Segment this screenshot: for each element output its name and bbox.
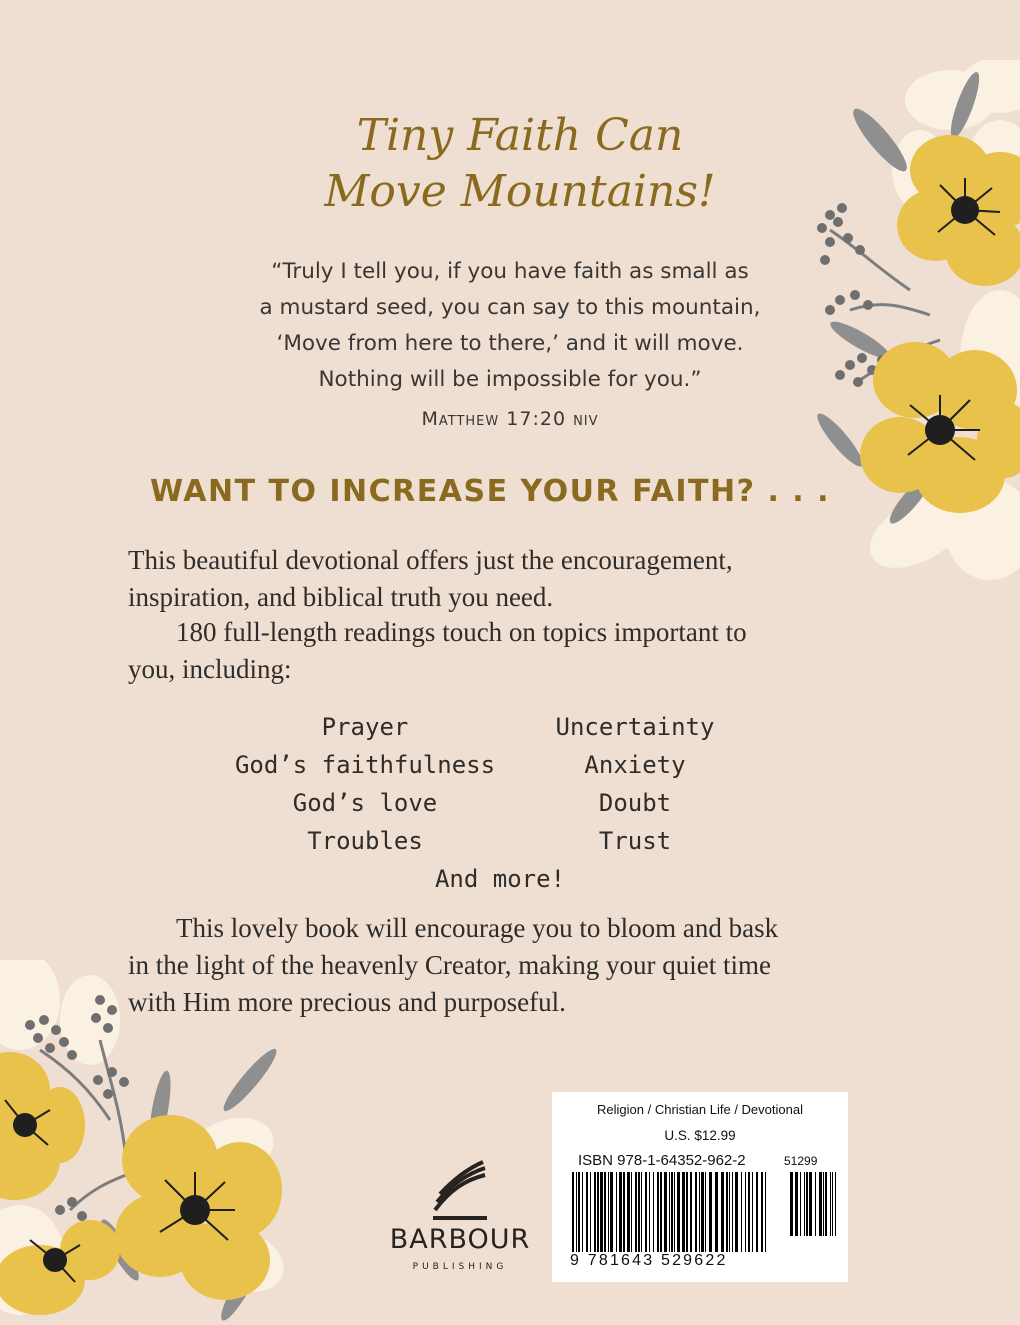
isbn-barcode (570, 1172, 770, 1252)
barcode-bar (699, 1172, 700, 1252)
barcode-bar (745, 1172, 746, 1252)
barcode-bar (671, 1172, 673, 1252)
barcode-bar (695, 1172, 697, 1252)
barcode-bar (682, 1172, 685, 1252)
topic-list (230, 708, 770, 898)
barcode-bar (795, 1172, 798, 1236)
barcode-bar (600, 1172, 603, 1252)
text-line: This lovely book will encourage you to bloom and bask (176, 913, 779, 943)
barcode-bar (619, 1172, 622, 1252)
barcode-bar (623, 1172, 625, 1252)
barcode-bar (686, 1172, 688, 1252)
barcode-bar (604, 1172, 606, 1252)
barcode-bar (832, 1172, 833, 1236)
barcode-bar (705, 1172, 706, 1252)
barcode-bar (726, 1172, 728, 1252)
topic-item: Doubt (598, 789, 672, 817)
text-line: in the light of the heavenly Creator, making your quiet time (128, 950, 772, 980)
barcode-bar (741, 1172, 742, 1252)
barcode-bar (638, 1172, 640, 1252)
topic-closing: And more! (434, 865, 566, 893)
barcode-bar (819, 1172, 822, 1236)
barcode-bar (721, 1172, 724, 1252)
barcode-bar (825, 1172, 827, 1236)
yellow-flower-top (897, 135, 1020, 286)
topic-row (230, 822, 770, 860)
barcode-bar (809, 1172, 812, 1236)
barcode-bar (752, 1172, 753, 1252)
verse-line: ‘Move from here to there,’ and it will move. (276, 331, 744, 356)
closing-paragraph (128, 910, 888, 1021)
intro-paragraph-2 (128, 614, 888, 688)
verse-reference: Matthew 17:20 niv (421, 408, 599, 430)
barcode-bar (690, 1172, 692, 1252)
barcode-bar (627, 1172, 630, 1252)
barcode-bar (635, 1172, 637, 1252)
barcode-bar (715, 1172, 718, 1252)
barcode-bar (582, 1172, 583, 1252)
barcode-bar (830, 1172, 831, 1236)
barcode-bar (674, 1172, 675, 1252)
verse-line: Nothing will be impossible for you.” (318, 367, 702, 392)
open-book-icon (425, 1160, 495, 1220)
barcode-bar (756, 1172, 758, 1252)
headline-line-2: Move Mountains! (324, 166, 716, 217)
barcode-bar (815, 1172, 816, 1236)
barcode-bar (835, 1172, 836, 1236)
topic-row (230, 708, 770, 746)
verse-line: “Truly I tell you, if you have faith as small as (271, 259, 749, 284)
section-heading: WANT TO INCREASE YOUR FAITH? . . . (150, 474, 831, 509)
barcode-bar (709, 1172, 712, 1252)
barcode-panel (552, 1092, 848, 1282)
barcode-bar (608, 1172, 609, 1252)
barcode-bar (610, 1172, 613, 1252)
barcode-bar (576, 1172, 577, 1252)
barcode-bar (732, 1172, 733, 1252)
publisher-name: BARBOUR (389, 1224, 531, 1255)
topic-item: God’s faithfulness (234, 751, 496, 779)
topic-item: Uncertainty (555, 713, 715, 741)
intro-paragraph-1 (128, 542, 888, 616)
barcode-bar (578, 1172, 580, 1252)
text-line: you, including: (128, 654, 292, 684)
price-addon-code: 51299 (784, 1154, 818, 1168)
barcode-bar (765, 1172, 766, 1252)
barcode-bar (597, 1172, 599, 1252)
barcode-bar (701, 1172, 704, 1252)
addon-barcode (788, 1172, 840, 1236)
barcode-bar (677, 1172, 680, 1252)
barcode-bar (641, 1172, 642, 1252)
publisher-logo (370, 1160, 550, 1280)
barcode-bar (804, 1172, 805, 1236)
text-line: inspiration, and biblical truth you need. (128, 582, 554, 612)
price-label: U.S. $12.99 (664, 1128, 736, 1143)
topic-item: Troubles (307, 827, 423, 855)
topic-item: Trust (598, 827, 672, 855)
barcode-digits: 9 781643 529622 (570, 1252, 728, 1269)
barcode-bar (657, 1172, 659, 1252)
barcode-bar (761, 1172, 763, 1252)
barcode-bar (806, 1172, 808, 1236)
barcode-bar (594, 1172, 596, 1252)
topic-row (230, 746, 770, 784)
headline-line-1: Tiny Faith Can (356, 110, 684, 161)
topic-item: Anxiety (584, 751, 686, 779)
barcode-bar (572, 1172, 574, 1252)
script-headline (210, 108, 830, 220)
text-line: 180 full-length readings touch on topics important to (176, 617, 747, 647)
barcode-bar (660, 1172, 662, 1252)
barcode-bar (590, 1172, 591, 1252)
barcode-bar (586, 1172, 588, 1252)
barcode-bar (631, 1172, 632, 1252)
barcode-bar (823, 1172, 824, 1236)
topic-item: Prayer (321, 713, 409, 741)
barcode-bar (653, 1172, 654, 1252)
bisac-category: Religion / Christian Life / Devotional (597, 1102, 803, 1117)
barcode-bar (735, 1172, 738, 1252)
barcode-bar (664, 1172, 667, 1252)
barcode-bar (800, 1172, 801, 1236)
barcode-bar (790, 1172, 793, 1236)
barcode-bar (748, 1172, 750, 1252)
isbn-label: ISBN 978-1-64352-962-2 (578, 1152, 746, 1169)
barcode-bar (616, 1172, 617, 1252)
topic-item: God’s love (292, 789, 438, 817)
barcode-bar (669, 1172, 670, 1252)
barcode-bar (649, 1172, 650, 1252)
text-line: with Him more precious and purposeful. (128, 987, 566, 1017)
verse-line: a mustard seed, you can say to this mountain, (259, 295, 761, 320)
topic-row (230, 784, 770, 822)
publisher-subtitle: PUBLISHING (412, 1262, 508, 1272)
scripture-quote (190, 254, 830, 398)
barcode-bar (729, 1172, 730, 1252)
barcode-bar (645, 1172, 647, 1252)
text-line: This beautiful devotional offers just the encouragement, (128, 545, 733, 575)
